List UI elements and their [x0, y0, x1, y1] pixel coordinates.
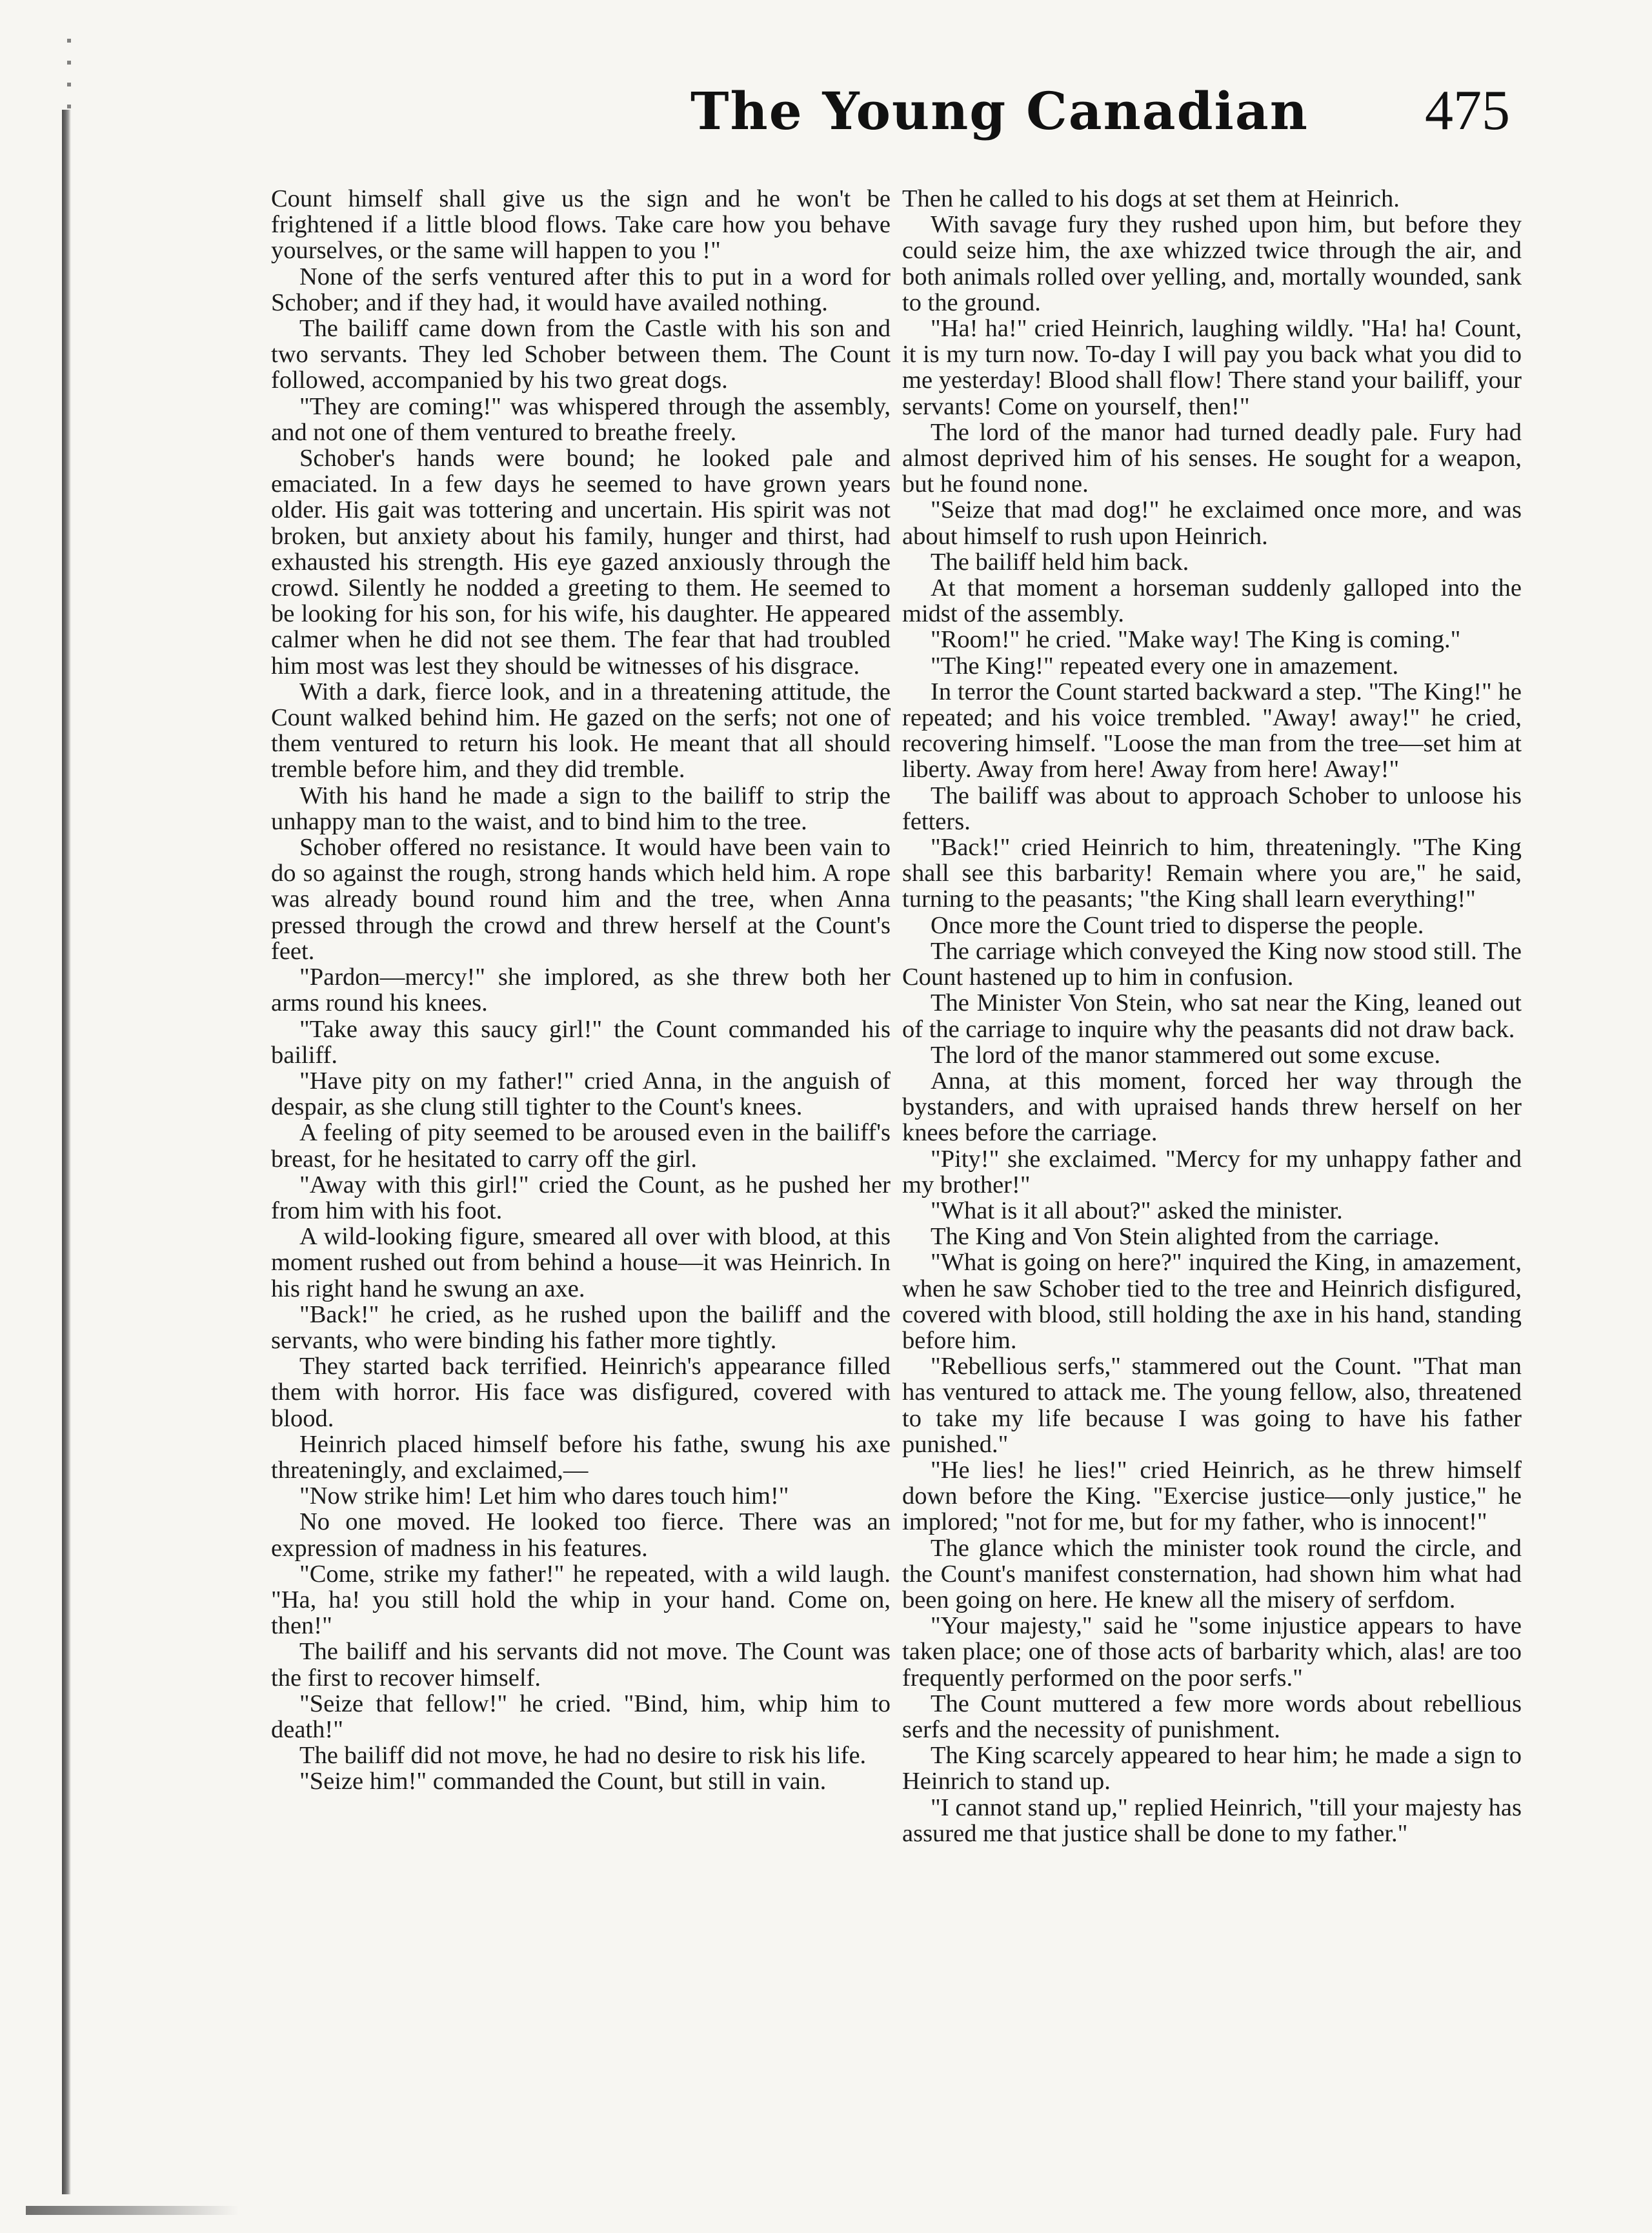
paragraph: "Back!" cried Heinrich to him, threateningly. "The King shall see this barbarity! Remain where you are," he said, turning to the peasants; "the King shall learn everything!"	[902, 834, 1522, 913]
paragraph: The King and Von Stein alighted from the carriage.	[931, 1223, 1440, 1251]
paragraph: "Now strike him! Let him who dares touch him!"	[299, 1482, 789, 1510]
paragraph: The Count muttered a few more words about rebellious serfs and the necessity of punishment.	[902, 1690, 1522, 1743]
paragraph: With savage fury they rushed upon him, but before they could seize him, the axe whizzed twice through the air, and both animals rolled over yelling, and, mortally wounded, sank to the ground.	[902, 211, 1522, 316]
paragraph: "Back!" he cried, as he rushed upon the bailiff and the servants, who were binding his father more tightly.	[271, 1300, 891, 1354]
paragraph: The bailiff was about to approach Schober to unloose his fetters.	[902, 782, 1522, 835]
paragraph: "What is going on here?" inquired the King, in amazement, when he saw Schober tied to the tree and Heinrich disfigured, covered with blood, still holding the axe in his hand, standing before him.	[902, 1249, 1522, 1354]
paragraph: "Your majesty," said he "some injustice appears to have taken place; one of those acts of barbarity which, alas! are too frequently performed on the poor serfs."	[902, 1612, 1522, 1692]
paragraph: "They are coming!" was whispered through the assembly, and not one of them ventured to breathe freely.	[271, 392, 891, 446]
paragraph: The lord of the manor stammered out some excuse.	[931, 1041, 1441, 1069]
paragraph: They started back terrified. Heinrich's appearance filled them with horror. His face was disfigured, covered with blood.	[271, 1353, 891, 1432]
masthead-title: The Young Canadian	[690, 81, 1309, 141]
paragraph: No one moved. He looked too fierce. There was an expression of madness in his features.	[271, 1508, 891, 1562]
paragraph: "Seize that mad dog!" he exclaimed once more, and was about himself to rush upon Heinrich.	[902, 496, 1522, 550]
paragraph: "The King!" repeated every one in amazement.	[931, 652, 1399, 680]
paragraph: "Take away this saucy girl!" the Count commanded his bailiff.	[271, 1015, 891, 1069]
paragraph: "Rebellious serfs," stammered out the Count. "That man has ventured to attack me. The young fellow, also, threatened to take my life because I was going to have his father punished."	[902, 1353, 1522, 1458]
paragraph: "Room!" he cried. "Make way! The King is coming."	[931, 626, 1461, 654]
paragraph: "Seize that fellow!" he cried. "Bind, him, whip him to death!"	[271, 1690, 891, 1743]
paragraph: None of the serfs ventured after this to put in a word for Schober; and if they had, it would have availed nothing.	[271, 263, 891, 316]
paragraph: Once more the Count tried to disperse the people.	[931, 911, 1424, 939]
paragraph: "Ha! ha!" cried Heinrich, laughing wildly. "Ha! ha! Count, it is my turn now. To-day I will pay you back what you did to me yesterday! Blood shall flow! There stand your bailiff, your servants! Come on yourself, then!"	[902, 315, 1522, 420]
paragraph: The bailiff did not move, he had no desire to risk his life.	[299, 1742, 867, 1770]
paragraph: Anna, at this moment, forced her way through the bystanders, and with upraised hands threw herself on her knees before the carriage.	[902, 1067, 1522, 1147]
paragraph: "What is it all about?" asked the minister.	[931, 1197, 1343, 1224]
paragraph: The King scarcely appeared to hear him; he made a sign to Heinrich to stand up.	[902, 1742, 1522, 1795]
page-edge-shadow	[62, 110, 71, 2194]
paragraph: The bailiff came down from the Castle with his son and two servants. They led Schober between them. The Count followed, accompanied by his two great dogs.	[271, 315, 891, 394]
paragraph: "Pity!" she exclaimed. "Mercy for my unhappy father and my brother!"	[902, 1145, 1522, 1198]
paragraph: The carriage which conveyed the King now stood still. The Count hastened up to him in confusion.	[902, 937, 1522, 991]
paragraph: "I cannot stand up," replied Heinrich, "till your majesty has assured me that justice shall be done to my father."	[902, 1793, 1522, 1847]
page-number: 475	[1425, 79, 1510, 142]
paragraph: "Seize him!" commanded the Count, but still in vain.	[299, 1768, 827, 1795]
paragraph: A feeling of pity seemed to be aroused even in the bailiff's breast, for he hesitated to carry off the girl.	[271, 1119, 891, 1173]
left-column	[271, 186, 891, 1795]
paragraph: Schober offered no resistance. It would have been vain to do so against the rough, strong hands which held him. A rope was already bound round him and the tree, when Anna pressed through the crowd and threw herself at the Count's feet.	[271, 834, 891, 965]
paragraph: With his hand he made a sign to the bailiff to strip the unhappy man to the waist, and to bind him to the tree.	[271, 782, 891, 835]
paragraph: "Pardon—mercy!" she implored, as she threw both her arms round his knees.	[271, 964, 891, 1017]
paragraph: At that moment a horseman suddenly galloped into the midst of the assembly.	[902, 574, 1522, 628]
paragraph: Then he called to his dogs at set them at Heinrich.	[902, 185, 1400, 212]
paragraph: The Minister Von Stein, who sat near the King, leaned out of the carriage to inquire why the peasants did not draw back.	[902, 989, 1522, 1043]
paragraph: "Away with this girl!" cried the Count, as he pushed her from him with his foot.	[271, 1171, 891, 1224]
paragraph: "Come, strike my father!" he repeated, with a wild laugh. "Ha, ha! you still hold the whip in your hand. Come on, then!"	[271, 1560, 891, 1640]
scan-smudge	[26, 2206, 239, 2215]
paragraph: The bailiff and his servants did not move. The Count was the first to recover himself.	[271, 1638, 891, 1692]
paragraph: Schober's hands were bound; he looked pale and emaciated. In a few days he seemed to have grown years older. His gait was tottering and uncertain. His spirit was not broken, but anxiety about his family, hunger and thirst, had exhausted his strength. His eye gazed anxiously through the crowd. Silently he nodded a greeting to them. He seemed to be looking for his son, for his wife, his daughter. He appeared calmer when he did not see them. The fear that had troubled him most was lest they should be witnesses of his disgrace.	[271, 445, 891, 680]
paragraph: The lord of the manor had turned deadly pale. Fury had almost deprived him of his senses. He sought for a weapon, but he found none.	[902, 418, 1522, 498]
paragraph: Heinrich placed himself before his fathe, swung his axe threateningly, and exclaimed,—	[271, 1430, 891, 1484]
page-header	[271, 81, 1510, 165]
page-edge-specks	[67, 39, 71, 116]
paragraph: The bailiff held him back.	[931, 548, 1189, 576]
right-column	[902, 186, 1522, 1846]
paragraph: "He lies! he lies!" cried Heinrich, as he threw himself down before the King. "Exercise justice—only justice," he implored; "not for me, but for my father, who is innocent!"	[902, 1456, 1522, 1536]
paragraph: "Have pity on my father!" cried Anna, in the anguish of despair, as she clung still tighter to the Count's knees.	[271, 1067, 891, 1121]
paragraph: Count himself shall give us the sign and he won't be frightened if a little blood flows. Take care how you behave yourselves, or the same will happen to you !"	[271, 185, 891, 265]
paragraph: With a dark, fierce look, and in a threatening attitude, the Count walked behind him. He gazed on the serfs; not one of them ventured to return his look. He meant that all should tremble before him, and they did tremble.	[271, 678, 891, 783]
paragraph: A wild-looking figure, smeared all over with blood, at this moment rushed out from behind a house—it was Heinrich. In his right hand he swung an axe.	[271, 1223, 891, 1302]
paragraph: The glance which the minister took round the circle, and the Count's manifest consternation, had shown him what had been going on here. He knew all the misery of serfdom.	[902, 1534, 1522, 1613]
paragraph: In terror the Count started backward a step. "The King!" he repeated; and his voice trembled. "Away! away!" he cried, recovering himself. "Loose the man from the tree—set him at liberty. Away from here! Away from here! Away!"	[902, 678, 1522, 783]
